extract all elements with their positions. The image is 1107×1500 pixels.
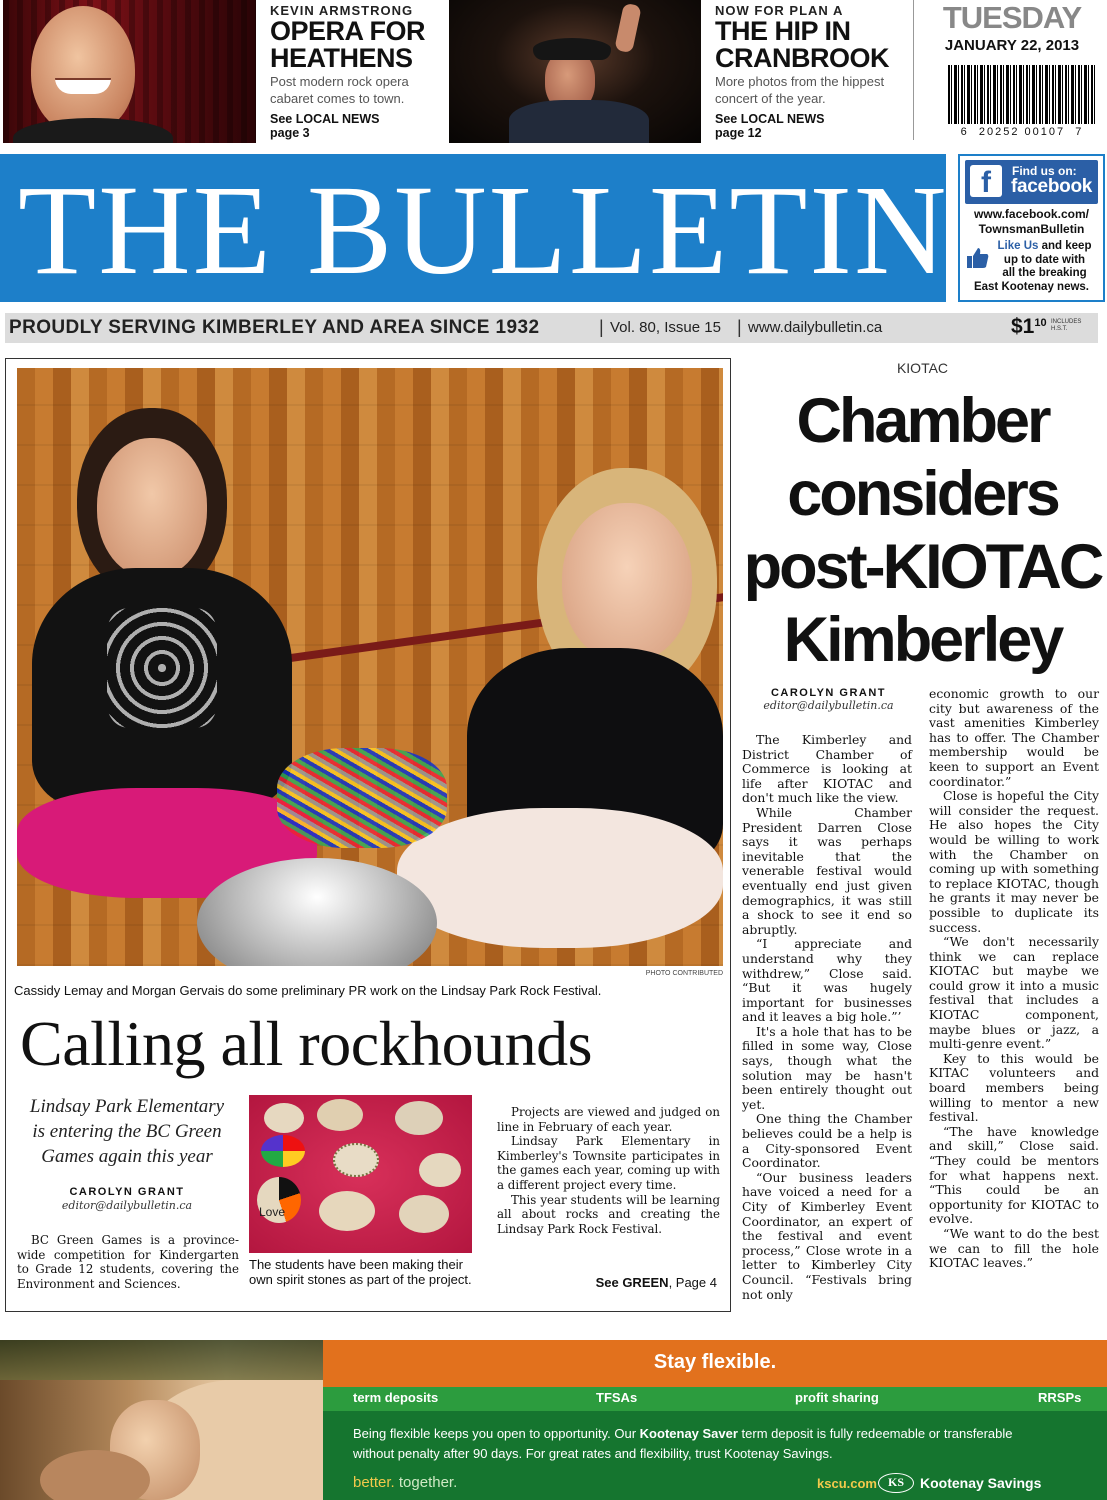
- dateline-divider: [913, 0, 914, 140]
- ad-photo-yoga[interactable]: [0, 1340, 323, 1500]
- teaser-see-link[interactable]: [715, 112, 825, 140]
- kiotac-col1: [742, 733, 912, 1302]
- masthead-title[interactable]: THE BULLETIN: [18, 159, 949, 301]
- ad-product[interactable]: profit sharing: [795, 1390, 879, 1405]
- barcode-digits: 6 20252 00107 7: [960, 126, 1084, 138]
- facebook-like-text-line: and keep: [1038, 240, 1092, 252]
- teaser-headline-line[interactable]: CRANBROOK: [715, 43, 889, 73]
- price: [1011, 315, 1047, 339]
- tagline-separator: |: [599, 317, 604, 337]
- kiotac-paragraph: Key to this would be KITAC volunteers and board members being willing to mentor a new festival.: [929, 1050, 1099, 1125]
- kiotac-paragraph: Close is hopeful the City will consider the request. He also hopes the City would be willing to work with the Chamber on coming up with something to replace KIOTAC, though he grants it may never be possible to duplicate its success.: [929, 788, 1099, 935]
- ad-logo[interactable]: [878, 1473, 1078, 1495]
- ad-site-link[interactable]: kscu.com: [817, 1476, 877, 1491]
- teaser-see-line[interactable]: See LOCAL NEWS: [715, 112, 825, 126]
- facebook-like-text: [986, 240, 1103, 281]
- tagline-bar: [5, 313, 1098, 343]
- inset-photo-stones[interactable]: [249, 1095, 472, 1253]
- kiotac-paragraph: “We don't necessarily think we can replace KIOTAC but maybe we could grow it into a music festival that includes a KIOTAC component, maybe blues or jazz, a multi-genre event.”: [929, 934, 1099, 1052]
- teaser-see-line[interactable]: page 12: [715, 126, 762, 140]
- photo-caption: Cassidy Lemay and Morgan Gervais do some preliminary PR work on the Lindsay Park Rock Festival.: [14, 983, 602, 998]
- teaser-photo-hip[interactable]: [449, 0, 701, 143]
- teaser-see-link[interactable]: [270, 112, 380, 140]
- ad-body-product: Kootenay Saver: [639, 1426, 738, 1441]
- kiotac-paragraph: One thing the Chamber believes could be a help is a City-sponsored Event Coordinator.: [742, 1111, 912, 1171]
- price-note-line: INCLUDES: [1051, 319, 1082, 325]
- teaser-photo-armstrong[interactable]: [3, 0, 256, 143]
- rock-story-deck-line: Lindsay Park Elementary: [29, 1096, 225, 1117]
- website-link[interactable]: www.dailybulletin.ca: [748, 319, 883, 336]
- jump-page[interactable]: , Page 4: [668, 1275, 717, 1290]
- rock-story-paragraph: BC Green Games is a province-wide competition for Kindergarten to Grade 12 students, covering the Environment and Sciences.: [17, 1233, 239, 1291]
- teaser-see-line[interactable]: page 3: [270, 126, 310, 140]
- teaser-headline[interactable]: [715, 18, 889, 72]
- price-dollars: $1: [1011, 315, 1035, 338]
- kiotac-paragraph: “I appreciate and understand why they withdrew,” Close said. “But it was hugely important for businesses and it leaves a big hole.”’: [742, 936, 912, 1025]
- masthead: [0, 154, 949, 302]
- ad-slogan-better: better.: [353, 1474, 395, 1491]
- ad-body-text: term deposit is fully redeemable or transferable: [737, 1426, 1013, 1441]
- facebook-brand: facebook: [1011, 176, 1093, 197]
- tagline-separator: |: [737, 317, 742, 337]
- teaser-headline[interactable]: [270, 18, 425, 72]
- rock-story-paragraph: This year students will be learning all about rocks and creating the Lindsay Park Rock Festival.: [497, 1192, 720, 1236]
- rock-story-paragraph: Projects are viewed and judged on line in February of each year.: [497, 1105, 720, 1134]
- kiotac-headline-line[interactable]: Chamber: [796, 386, 1049, 456]
- kiotac-headline-line[interactable]: considers: [787, 459, 1058, 529]
- stone-word: Love: [259, 1205, 286, 1219]
- kiotac-kicker: KIOTAC: [896, 360, 949, 376]
- jump-label[interactable]: See GREEN: [595, 1275, 669, 1290]
- facebook-like-link[interactable]: Like Us: [997, 240, 1039, 252]
- kiotac-col2: [929, 687, 1099, 1271]
- rock-story-deck-line: Games again this year: [41, 1146, 213, 1167]
- ad-product[interactable]: TFSAs: [596, 1390, 638, 1405]
- facebook-like-text-line: all the breaking: [1002, 267, 1087, 279]
- rock-story-col3: [497, 1105, 720, 1236]
- teaser-deck-line: More photos from the hippest: [715, 74, 885, 89]
- facebook-banner[interactable]: [965, 160, 1098, 204]
- issue-number: Vol. 80, Issue 15: [610, 319, 721, 336]
- ad-body-band: [323, 1411, 1107, 1500]
- teaser-see-line[interactable]: See LOCAL NEWS: [270, 112, 380, 126]
- rock-story-deck: [12, 1094, 242, 1169]
- ad-headline[interactable]: Stay flexible.: [653, 1351, 777, 1373]
- price-note-line: H.S.T.: [1051, 326, 1068, 332]
- ad-products-band: [323, 1387, 1107, 1411]
- ad-product[interactable]: RRSPs: [1038, 1390, 1082, 1405]
- jump-link-green[interactable]: [560, 1275, 717, 1290]
- kiotac-paragraph: “Our business leaders have voiced a need for a City of Kimberley Event Coordinator, an expert of the festival and event process,” Close wrote in a letter to Kimberley City Council. “Festivals bring not only: [742, 1169, 912, 1302]
- tagline-motto: PROUDLY SERVING KIMBERLEY AND AREA SINCE 1932: [9, 317, 540, 338]
- ad-slogan: [353, 1474, 457, 1491]
- teaser-deck-line: cabaret comes to town.: [270, 91, 405, 106]
- ad-body-text: Being flexible keeps you open to opportunity. Our: [353, 1426, 640, 1441]
- ad-body-text: without penalty after 90 days. For great rates and flexibility, trust Kootenay Savings.: [353, 1446, 833, 1461]
- dateline-date: JANUARY 22, 2013: [944, 37, 1080, 54]
- ad-brand: Kootenay Savings: [920, 1475, 1042, 1491]
- facebook-icon: f: [970, 165, 1002, 197]
- kiotac-headline[interactable]: [740, 385, 1105, 677]
- rock-story-paragraph: Lindsay Park Elementary in Kimberley's Townsite participates in the games each year, coming up with a different project every time.: [497, 1134, 720, 1192]
- rock-story-headline[interactable]: Calling all rockhounds: [20, 1008, 593, 1079]
- ad-slogan-together: together.: [394, 1474, 458, 1491]
- facebook-url-line[interactable]: www.facebook.com/: [974, 207, 1089, 221]
- facebook-url-line[interactable]: TownsmanBulletin: [978, 222, 1085, 236]
- kiotac-byline: CAROLYN GRANT: [770, 687, 887, 699]
- price-cents: 10: [1034, 317, 1047, 329]
- kiotac-paragraph: The Kimberley and District Chamber of Commerce is looking at life after KIOTAC and don't much like the view.: [742, 732, 912, 806]
- teaser-deck: [270, 73, 409, 107]
- ad-body: [353, 1424, 1093, 1464]
- ad-product[interactable]: term deposits: [353, 1390, 439, 1405]
- teaser-headline-line[interactable]: THE HIP IN: [715, 16, 851, 46]
- kiotac-headline-line[interactable]: post-KIOTAC: [743, 532, 1102, 602]
- kiotac-email[interactable]: editor@dailybulletin.ca: [763, 699, 894, 712]
- inset-caption: The students have been making their own spirit stones as part of the project.: [249, 1257, 472, 1287]
- teaser-deck-line: Post modern rock opera: [270, 74, 409, 89]
- rock-story-col1: [17, 1233, 239, 1291]
- facebook-like-text-line: up to date with: [1003, 253, 1086, 266]
- teaser-kicker: KEVIN ARMSTRONG: [270, 3, 414, 18]
- kiotac-paragraph: It's a hole that has to be filled in some way, Close says, though what the solution may be hasn't been entirely thought out yet.: [742, 1023, 912, 1112]
- teaser-headline-line[interactable]: HEATHENS: [270, 43, 413, 73]
- barcode: [948, 65, 1096, 124]
- teaser-kicker: NOW FOR PLAN A: [715, 3, 844, 18]
- kiotac-paragraph: “The have knowledge and skill,” Close said. “They could be mentors for what happens next. “This could be an opportunity for KIOTAC to evolve.: [929, 1123, 1099, 1227]
- price-note: [1051, 319, 1081, 333]
- kiotac-headline-line[interactable]: Kimberley: [783, 605, 1062, 675]
- facebook-promo[interactable]: [958, 154, 1105, 302]
- facebook-url[interactable]: [960, 207, 1103, 237]
- facebook-find-us: Find us on:: [1012, 164, 1077, 178]
- teaser-deck: [715, 73, 884, 107]
- photo-credit: PHOTO CONTRIBUTED: [645, 970, 723, 977]
- rock-story-email[interactable]: editor@dailybulletin.ca: [61, 1199, 193, 1212]
- ad-headline-band: [323, 1340, 1107, 1387]
- facebook-like-text-line: East Kootenay news.: [973, 281, 1090, 293]
- teaser-headline-line[interactable]: OPERA FOR: [270, 16, 426, 46]
- kiotac-paragraph: economic growth to our city but awareness of the vast amenities Kimberley has to offer. The Chamber membership would be keen to support an Event coordinator.”: [929, 686, 1099, 789]
- kiotac-paragraph: “We want to do the best we can to fill the hole KIOTAC leaves.”: [929, 1225, 1099, 1271]
- kootenay-savings-logo-icon: KS: [878, 1473, 914, 1493]
- teaser-deck-line: concert of the year.: [715, 91, 826, 106]
- rock-story-deck-line: is entering the BC Green: [32, 1121, 222, 1142]
- rock-story-byline: CAROLYN GRANT: [69, 1186, 185, 1198]
- lead-photo-girls[interactable]: [17, 368, 723, 966]
- kiotac-paragraph: While Chamber President Darren Close says it was perhaps inevitable that the venerable festival would eventually end just given demographics, it was still a shock to see it end so abruptly.: [742, 804, 912, 937]
- dateline-day: TUESDAY: [942, 0, 1082, 35]
